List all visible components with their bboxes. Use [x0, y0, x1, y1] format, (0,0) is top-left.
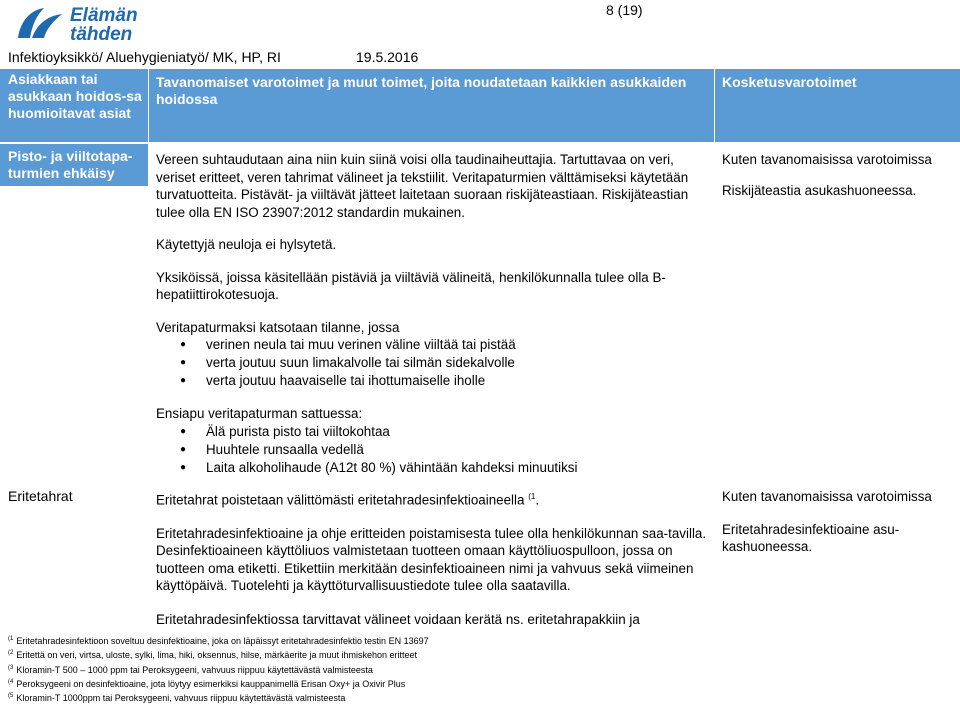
paragraph: Kuten tavanomaisissa varotoimissa: [722, 489, 932, 504]
paragraph: Veritapaturmaksi katsotaan tilanne, jossa: [156, 319, 400, 335]
bullet-list: [156, 336, 711, 390]
row-title-text: Pisto- ja viiltotapa-turmien ehkäisy: [8, 148, 133, 181]
paragraph: Eritetahradesinfektiossa tarvittavat välineet voidaan kerätä ns. eritetahrapakkiin ja: [156, 611, 640, 627]
paragraph: Eritetahradesinfektioaine asu-kashuoneessa.: [722, 521, 900, 554]
paragraph: Yksiköissä, joissa käsitellään pistäviä ja viiltäviä välineitä, henkilökunnalla tulee olla B-hepatiittirokotesuoja.: [156, 269, 666, 302]
paragraph: Riskijäteastia asukashuoneessa.: [722, 182, 917, 198]
row-secretion-contact: [722, 488, 957, 556]
footnote-ref: (1: [528, 492, 536, 501]
row-needlestick-content: [156, 151, 711, 477]
header-col-contact-precautions: Kosketusvarotoimet: [722, 74, 857, 90]
footnote-text: Peroksygeeni on desinfektioaine, jota löytyy esimerkiksi kauppanimellä Erisan Oxy+ ja Oxivir Plus: [16, 678, 406, 689]
footnote-mark: (3: [8, 664, 14, 671]
footnote: [8, 690, 429, 704]
list-item: ● verta joutuu haavaiselle tai ihottumaiselle iholle: [156, 372, 711, 390]
footnote: [8, 662, 429, 676]
logo-wordmark: [70, 6, 138, 44]
footnote-mark: (4: [8, 678, 14, 685]
list-item: ● Älä purista pisto tai viiltokohtaa: [156, 423, 711, 441]
footnote: [8, 633, 429, 647]
paragraph: Käytettyjä neuloja ei hylsytetä.: [156, 237, 337, 252]
footnotes: [8, 633, 429, 704]
list-item: ● verinen neula tai muu verinen väline viiltää tai pistää: [156, 336, 711, 354]
header-divider: [714, 69, 715, 142]
paragraph: Kuten tavanomaisissa varotoimissa: [722, 152, 932, 167]
logo-line1: Elämän: [70, 5, 138, 26]
paragraph: Ensiapu veritapaturman sattuessa:: [156, 406, 363, 421]
footnote-mark: (2: [8, 650, 14, 657]
footnote: [8, 647, 429, 661]
footnote-text: Kloramin-T 1000ppm tai Peroksygeeni, vahvuus riippuu käytettävästä valmisteesta: [16, 693, 346, 704]
row-title-needlestick: [0, 144, 148, 186]
bullet-list: [156, 423, 711, 477]
header-col-standard-precautions: Tavanomaiset varotoimet ja muut toimet, joita noudatetaan kaikkien asukkaiden hoidossa: [156, 74, 687, 107]
header-col-situation: Asiakkaan tai asukkaan hoidos-sa huomioitavat asiat: [8, 71, 142, 121]
footnote-text: Eritetahradesinfektioon soveltuu desinfektioaine, joka on läpäissyt eritetahradesinfektio testin EN 13697: [16, 636, 429, 646]
header-divider: [148, 69, 149, 142]
row-title-secretion-stains: Eritetahrat: [8, 488, 73, 504]
row-needlestick-contact: [722, 151, 957, 199]
footnote-text: Kloramin-T 500 – 1000 ppm tai Peroksygeeni, vahvuus riippuu käytettävästä valmisteesta: [16, 664, 373, 675]
list-item: ● verta joutuu suun limakalvolle tai silmän sidekalvolle: [156, 354, 711, 372]
paragraph: Eritetahradesinfektioaine ja ohje eritteiden poistamisesta tulee olla henkilökunnan saa-tavilla. Desinfektioaineen käyttöliuos valmistetaan tuotteen omaan käyttöliuospulloon, jossa on tuotteen oma etiketti. Etikettiin merkitään desinfektioaineen nimi ja vahvuus sekä viimeinen käyttöpäivä. Tuotelehti ja käyttöturvallisuustiedote tulee olla saatavilla.: [156, 525, 707, 594]
paragraph: [156, 488, 716, 509]
paragraph: Vereen suhtaudutaan aina niin kuin siinä voisi olla taudinaiheuttajia. Tartuttavaa on veri, veriset eritteet, veren tahrimat välineet ja tekstiilit. Veritapaturmien välttämiseksi käytetään turvatuotteita. Pistävät- ja viiltävät jätteet laitetaan suoraan riskijäteastiaan. Riskijäteastian tulee olla EN ISO 23907:2012 standardin mukainen.: [156, 152, 689, 220]
meta-department: Infektioyksikkö/ Aluehygieniatyö/ MK, HP, RI: [8, 49, 281, 65]
list-item: ● Huuhtele runsaalla vedellä: [156, 441, 711, 459]
footnote-mark: (5: [8, 693, 14, 700]
meta-date: 19.5.2016: [356, 49, 419, 65]
paragraph-end: .: [535, 492, 540, 508]
logo-line2: tähden: [70, 24, 133, 45]
logo-mark-icon: [10, 4, 70, 44]
footnote-text: Eritettä on veri, virtsa, uloste, sylki, lima, hiki, oksennus, hilse, märkäerite ja muut ihmiskehon eritteet: [16, 650, 418, 661]
paragraph-text: Eritetahrat poistetaan välittömästi eritetahradesinfektioaineella: [156, 492, 525, 508]
row-secretion-content: [156, 488, 716, 628]
page-number: 8 (19): [606, 2, 643, 18]
document-meta: [8, 49, 419, 65]
footnote: [8, 676, 429, 690]
list-item: ● Laita alkoholihaude (A12t 80 %) vähintään kahdeksi minuutiksi: [156, 459, 711, 477]
footnote-mark: (1: [8, 636, 14, 642]
